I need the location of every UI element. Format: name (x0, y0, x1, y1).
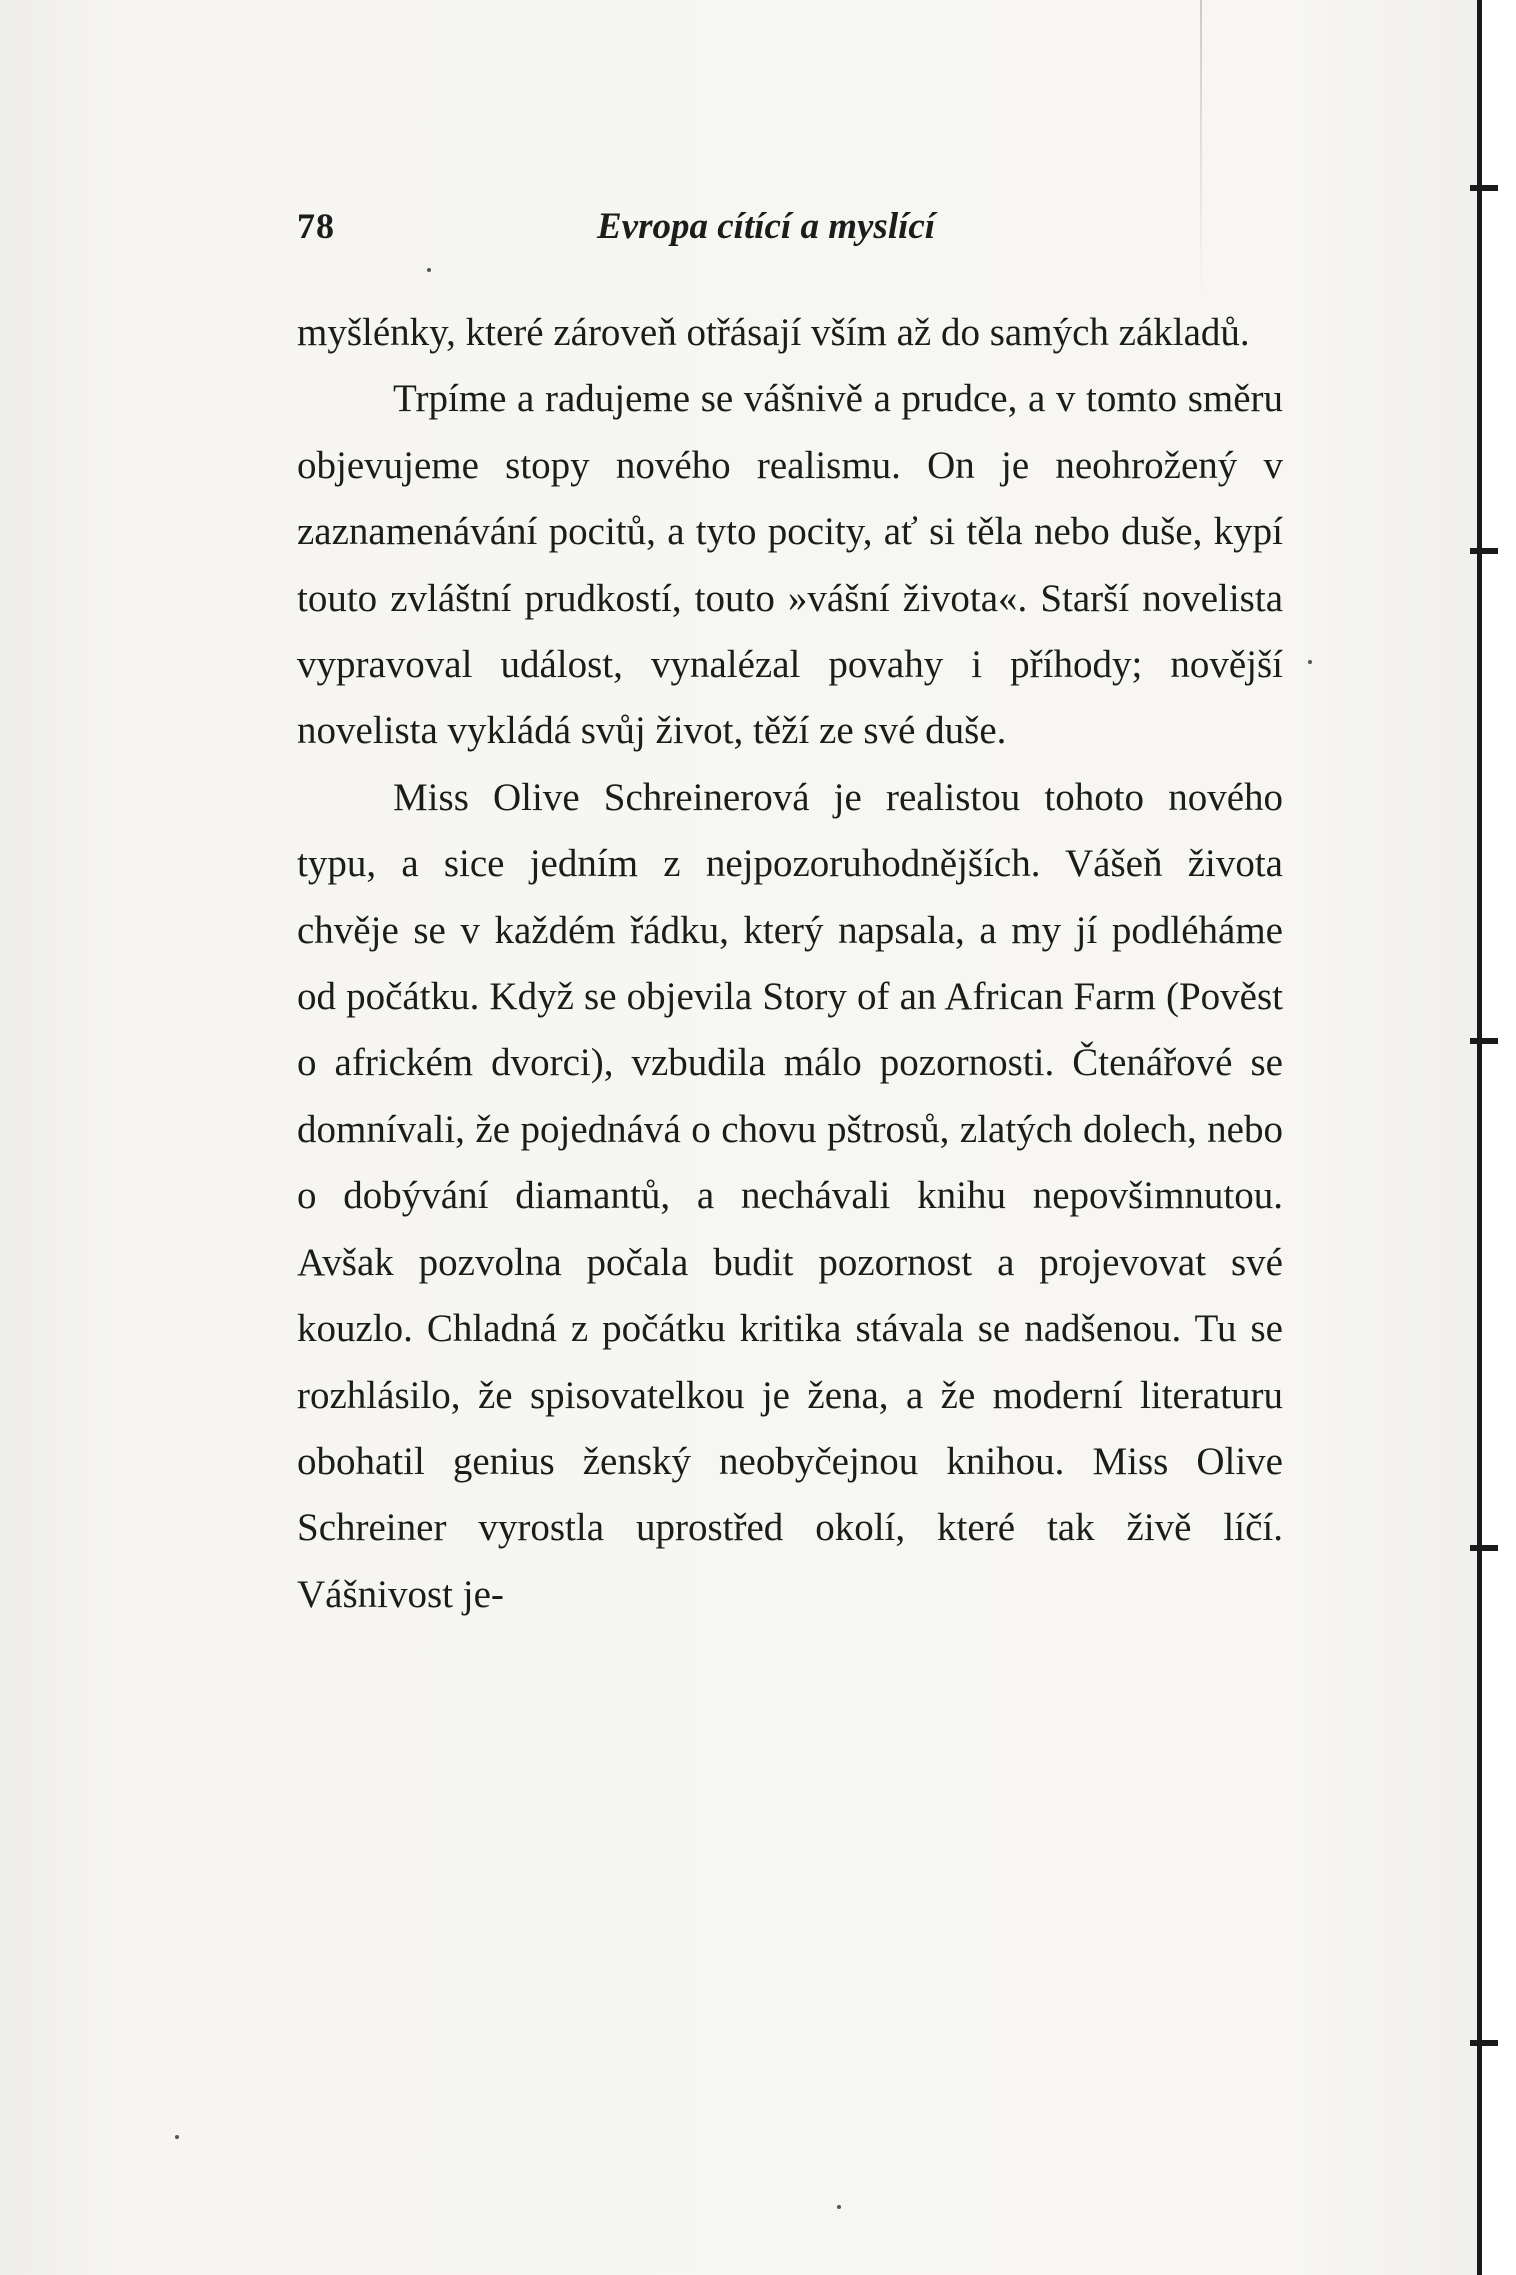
page-number: 78 (297, 206, 335, 246)
book-spine-edge (1477, 0, 1516, 2275)
scan-speck (1308, 660, 1312, 664)
paragraph: Trpíme a radujeme se vášnivě a prudce, a v tomto směru objevujeme stopy nového realismu. On je neohrožený v zaznamenávání pocitů, a tyto pocity, ať si těla nebo duše, kypí touto zvláštní prudkostí, touto »vášní života«. Starší novelista vypravoval událost, vynalézal povahy i příhody; novější novelista vykládá svůj život, těží ze své duše. (297, 377, 1283, 753)
body-text (297, 300, 1283, 1628)
paragraph: Miss Olive Schreinerová je realistou tohoto nového typu, a sice jedním z nejpozoruhodnějších. Vášeň života chvěje se v každém řádku, který napsala, a my jí podléháme od počátku. Když se objevila Story of an African Farm (Pověst o africkém dvorci), vzbudila málo pozornosti. Čtenářové se domnívali, že pojednává o chovu pštrosů, zlatých dolech, nebo o dobývání diamantů, a nechávali knihu nepovšimnutou. Avšak pozvolna počala budit pozornost a projevovat své kouzlo. Chladná z počátku kritika stávala se nadšenou. Tu se rozhlásilo, že spisovatelkou je žena, a že moderní literaturu obohatil genius ženský neobyčejnou knihou. Miss Olive Schreiner vyrostla uprostřed okolí, které tak živě líčí. Vášnivost je- (297, 775, 1283, 1616)
spine-mark (1470, 1038, 1498, 1044)
spine-mark (1470, 1545, 1498, 1551)
spine-mark (1470, 548, 1498, 554)
page-fold-shadow (1200, 0, 1202, 300)
scan-speck (837, 2205, 841, 2209)
spine-mark (1470, 2040, 1498, 2046)
page-header (297, 205, 1297, 255)
paragraph-continued: myšlénky, které zároveň otřásají vším až do samých základů. (297, 311, 1250, 354)
spine-mark (1470, 185, 1498, 191)
scan-speck (175, 2135, 179, 2139)
running-title: Evropa cítící a myslící (597, 206, 936, 247)
scan-speck (427, 268, 431, 272)
